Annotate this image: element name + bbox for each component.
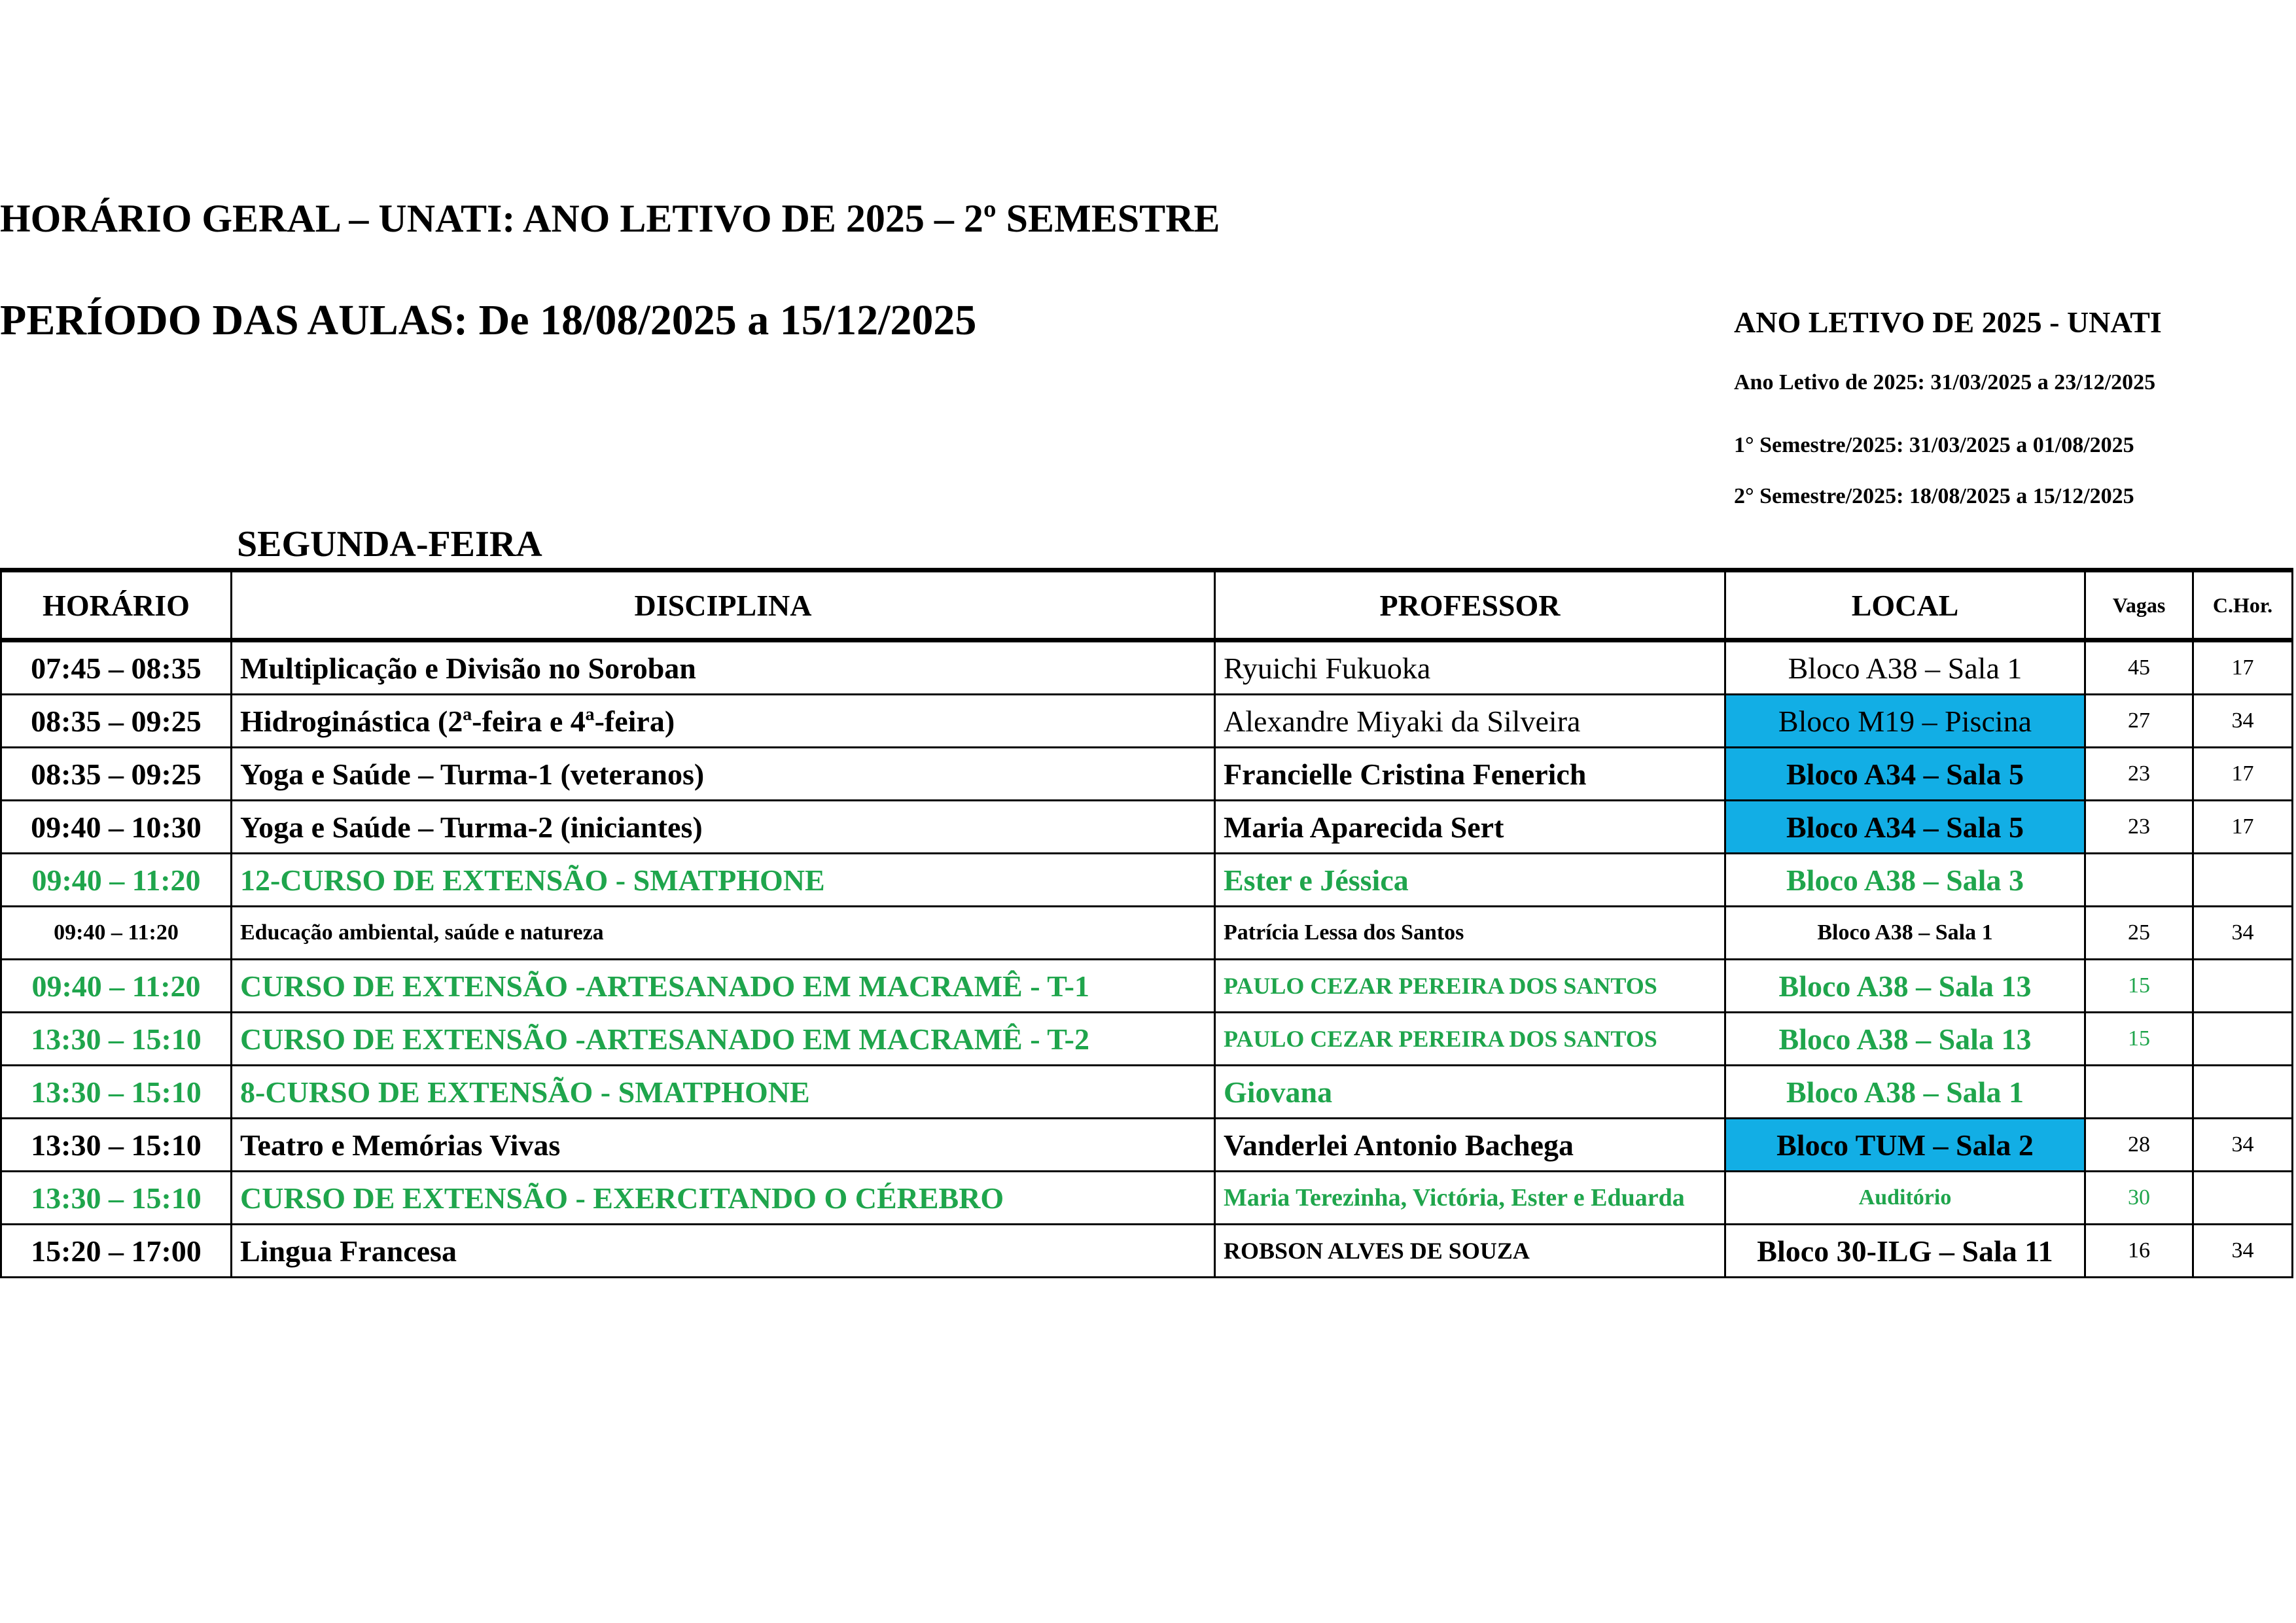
cell-local: Bloco A38 – Sala 13 (1725, 960, 2085, 1013)
cell-horario: 13:30 – 15:10 (1, 1172, 232, 1225)
first-semester-dates: 1° Semestre/2025: 31/03/2025 a 01/08/2025 (1734, 433, 2134, 457)
cell-professor: Maria Terezinha, Victória, Ester e Eduarda (1215, 1172, 1725, 1225)
cell-local: Bloco 30-ILG – Sala 11 (1725, 1225, 2085, 1278)
cell-chor (2193, 1013, 2293, 1066)
cell-disciplina: CURSO DE EXTENSÃO - EXERCITANDO O CÉREBRO (232, 1172, 1215, 1225)
cell-vagas: 45 (2085, 640, 2193, 695)
table-row (1, 1172, 2293, 1225)
table-row (1, 907, 2293, 960)
cell-disciplina: Hidroginástica (2ª-feira e 4ª-feira) (232, 695, 1215, 748)
cell-disciplina: CURSO DE EXTENSÃO -ARTESANADO EM MACRAMÊ - T-2 (232, 1013, 1215, 1066)
cell-horario: 09:40 – 11:20 (1, 907, 232, 960)
cell-professor: Maria Aparecida Sert (1215, 801, 1725, 854)
cell-horario: 13:30 – 15:10 (1, 1119, 232, 1172)
cell-local: Bloco A34 – Sala 5 (1725, 748, 2085, 801)
page-title: HORÁRIO GERAL – UNATI: ANO LETIVO DE 2025 – 2º SEMESTRE (0, 197, 1220, 240)
cell-vagas: 30 (2085, 1172, 2193, 1225)
cell-professor: Francielle Cristina Fenerich (1215, 748, 1725, 801)
cell-horario: 08:35 – 09:25 (1, 695, 232, 748)
cell-professor: Giovana (1215, 1066, 1725, 1119)
header-local: LOCAL (1725, 570, 2085, 640)
cell-disciplina: Yoga e Saúde – Turma-2 (iniciantes) (232, 801, 1215, 854)
cell-disciplina: Educação ambiental, saúde e natureza (232, 907, 1215, 960)
table-row (1, 854, 2293, 907)
cell-professor: ROBSON ALVES DE SOUZA (1215, 1225, 1725, 1278)
cell-local: Bloco A38 – Sala 3 (1725, 854, 2085, 907)
cell-local: Bloco A34 – Sala 5 (1725, 801, 2085, 854)
cell-chor: 34 (2193, 907, 2293, 960)
cell-local: Bloco M19 – Piscina (1725, 695, 2085, 748)
header-disciplina: DISCIPLINA (232, 570, 1215, 640)
cell-chor (2193, 960, 2293, 1013)
cell-professor: Ester e Jéssica (1215, 854, 1725, 907)
table-row (1, 748, 2293, 801)
cell-horario: 08:35 – 09:25 (1, 748, 232, 801)
cell-chor: 17 (2193, 748, 2293, 801)
cell-horario: 09:40 – 11:20 (1, 960, 232, 1013)
cell-disciplina: Multiplicação e Divisão no Soroban (232, 640, 1215, 695)
class-period: PERÍODO DAS AULAS: De 18/08/2025 a 15/12/2025 (0, 296, 977, 344)
cell-chor: 34 (2193, 695, 2293, 748)
cell-disciplina: CURSO DE EXTENSÃO -ARTESANADO EM MACRAMÊ - T-1 (232, 960, 1215, 1013)
cell-horario: 13:30 – 15:10 (1, 1066, 232, 1119)
cell-horario: 07:45 – 08:35 (1, 640, 232, 695)
cell-professor: Alexandre Miyaki da Silveira (1215, 695, 1725, 748)
cell-vagas: 15 (2085, 960, 2193, 1013)
cell-disciplina: 8-CURSO DE EXTENSÃO - SMATPHONE (232, 1066, 1215, 1119)
cell-vagas: 23 (2085, 748, 2193, 801)
table-row (1, 960, 2293, 1013)
cell-vagas: 27 (2085, 695, 2193, 748)
cell-vagas: 15 (2085, 1013, 2193, 1066)
table-row (1, 801, 2293, 854)
table-header-row (1, 570, 2293, 640)
cell-chor: 17 (2193, 640, 2293, 695)
schedule-table (0, 568, 2293, 1278)
academic-year-heading: ANO LETIVO DE 2025 - UNATI (1734, 305, 2162, 339)
cell-professor: Patrícia Lessa dos Santos (1215, 907, 1725, 960)
cell-vagas (2085, 854, 2193, 907)
header-chor: C.Hor. (2193, 570, 2293, 640)
cell-disciplina: Teatro e Memórias Vivas (232, 1119, 1215, 1172)
cell-chor: 17 (2193, 801, 2293, 854)
cell-chor (2193, 1066, 2293, 1119)
cell-professor: PAULO CEZAR PEREIRA DOS SANTOS (1215, 960, 1725, 1013)
cell-vagas: 16 (2085, 1225, 2193, 1278)
table-row (1, 640, 2293, 695)
cell-disciplina: Lingua Francesa (232, 1225, 1215, 1278)
cell-horario: 09:40 – 11:20 (1, 854, 232, 907)
table-row (1, 1066, 2293, 1119)
cell-vagas: 25 (2085, 907, 2193, 960)
cell-chor: 34 (2193, 1119, 2293, 1172)
table-row (1, 695, 2293, 748)
cell-chor: 34 (2193, 1225, 2293, 1278)
cell-disciplina: Yoga e Saúde – Turma-1 (veteranos) (232, 748, 1215, 801)
cell-professor: PAULO CEZAR PEREIRA DOS SANTOS (1215, 1013, 1725, 1066)
cell-local: Bloco A38 – Sala 13 (1725, 1013, 2085, 1066)
weekday-label: SEGUNDA-FEIRA (237, 524, 542, 565)
header-professor: PROFESSOR (1215, 570, 1725, 640)
header-horario: HORÁRIO (1, 570, 232, 640)
cell-local: Auditório (1725, 1172, 2085, 1225)
cell-local: Bloco A38 – Sala 1 (1725, 907, 2085, 960)
academic-year-dates: Ano Letivo de 2025: 31/03/2025 a 23/12/2025 (1734, 370, 2156, 394)
cell-horario: 13:30 – 15:10 (1, 1013, 232, 1066)
table-row (1, 1225, 2293, 1278)
cell-vagas: 23 (2085, 801, 2193, 854)
second-semester-dates: 2° Semestre/2025: 18/08/2025 a 15/12/2025 (1734, 484, 2134, 508)
header-vagas: Vagas (2085, 570, 2193, 640)
cell-horario: 09:40 – 10:30 (1, 801, 232, 854)
table-row (1, 1119, 2293, 1172)
cell-professor: Vanderlei Antonio Bachega (1215, 1119, 1725, 1172)
cell-local: Bloco A38 – Sala 1 (1725, 1066, 2085, 1119)
cell-vagas: 28 (2085, 1119, 2193, 1172)
cell-disciplina: 12-CURSO DE EXTENSÃO - SMATPHONE (232, 854, 1215, 907)
cell-professor: Ryuichi Fukuoka (1215, 640, 1725, 695)
cell-local: Bloco A38 – Sala 1 (1725, 640, 2085, 695)
cell-chor (2193, 854, 2293, 907)
cell-chor (2193, 1172, 2293, 1225)
cell-vagas (2085, 1066, 2193, 1119)
table-row (1, 1013, 2293, 1066)
cell-local: Bloco TUM – Sala 2 (1725, 1119, 2085, 1172)
cell-horario: 15:20 – 17:00 (1, 1225, 232, 1278)
